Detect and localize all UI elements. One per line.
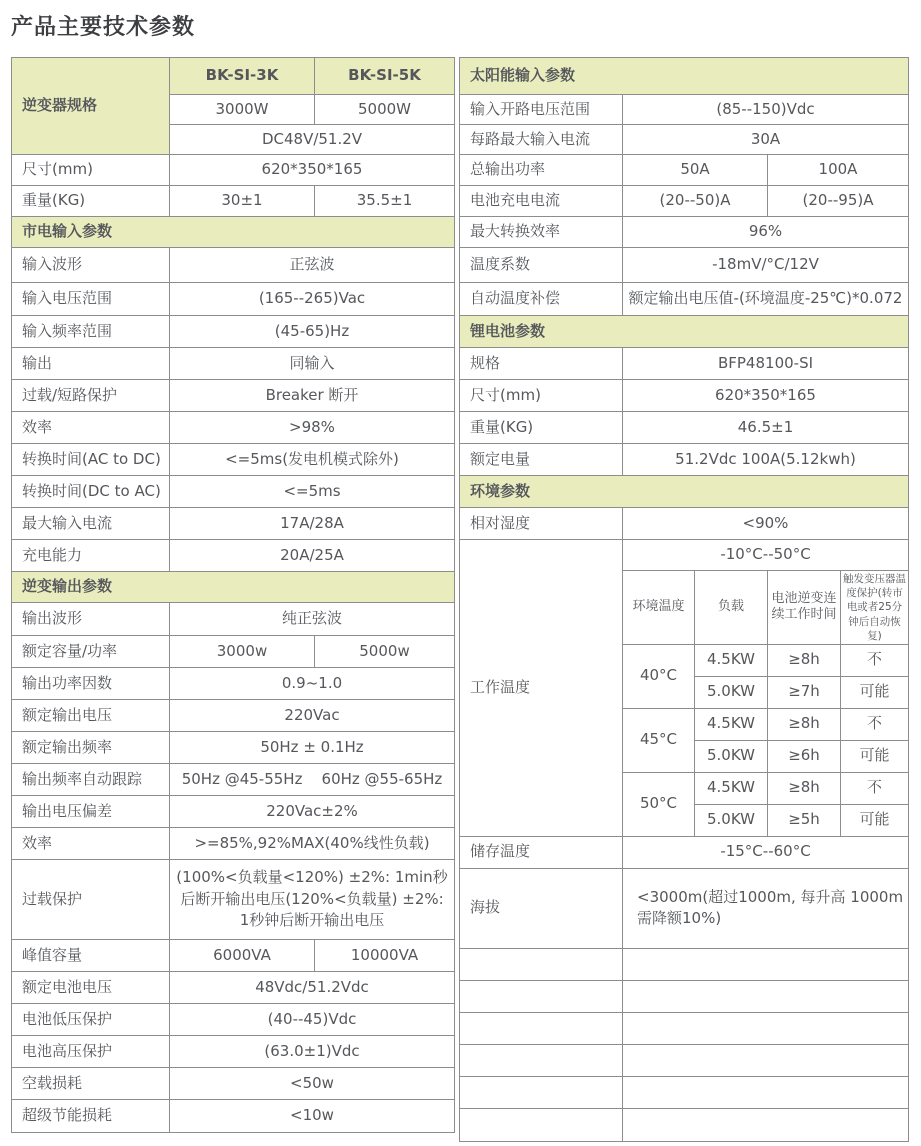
label-cell: 电池充电电流 [460,186,623,217]
table-row [12,764,455,796]
label-cell: 额定容量/功率 [12,636,170,668]
value-cell: DC48V/51.2V [170,125,455,155]
value-cell: 50A [623,155,768,186]
table-row [12,508,455,540]
value-cell: (100%<负载量<120%) ±2%: 1min秒后断开输出电压(120%<负载量) ±2%: 1秒钟后断开输出电压 [170,860,455,940]
table-row [12,412,455,444]
value-cell: 30A [623,125,909,155]
value-cell [623,1108,909,1141]
section-header-cell: 逆变输出参数 [12,572,455,603]
value-cell: -18mV/°C/12V [623,248,909,283]
table-row [12,636,455,668]
table-row [12,1004,455,1036]
value-cell: (85--150)Vdc [623,95,909,125]
table-row [12,828,455,860]
label-cell: 电池低压保护 [12,1004,170,1036]
table-row [12,700,455,732]
section-header-cell: 市电输入参数 [12,217,455,248]
label-cell: 输入波形 [12,248,170,283]
value-cell: ≥8h [768,772,841,804]
label-cell: 储存温度 [460,836,623,868]
value-cell: 纯正弦波 [170,603,455,636]
table-row [460,1012,909,1044]
value-cell [623,1012,909,1044]
value-cell: 3000w [170,636,315,668]
value-cell: 50°C [623,772,695,836]
label-cell [460,980,623,1012]
value-cell: 触发变压器温度保护(转市电或者25分钟后自动恢复) [841,571,909,645]
label-cell: 相对湿度 [460,508,623,540]
value-cell: 6000VA [170,940,315,972]
value-cell: 5.0KW [695,676,768,708]
label-cell: 效率 [12,412,170,444]
label-cell: 过载/短路保护 [12,380,170,412]
table-row [460,508,909,540]
value-cell: 可能 [841,676,909,708]
value-cell: BK-SI-5K [315,58,455,95]
table-row [12,940,455,972]
table-row [460,283,909,316]
page-title: 产品主要技术参数 [11,15,196,40]
value-cell: 不 [841,644,909,676]
label-cell: 输出频率自动跟踪 [12,764,170,796]
value-cell: 620*350*165 [170,155,455,186]
label-cell: 输入频率范围 [12,316,170,348]
value-cell: 220Vac [170,700,455,732]
table-row [12,58,455,95]
value-cell: 可能 [841,740,909,772]
table-row [12,668,455,700]
label-cell: 输出电压偏差 [12,796,170,828]
value-cell: (20--50)A [623,186,768,217]
value-cell: 220Vac±2% [170,796,455,828]
label-cell: 输出功率因数 [12,668,170,700]
value-cell: 4.5KW [695,708,768,740]
label-cell: 转换时间(DC to AC) [12,476,170,508]
label-cell: 充电能力 [12,540,170,572]
value-cell: 额定输出电压值-(环境温度-25℃)*0.072 [623,283,909,316]
value-cell [623,1044,909,1076]
value-cell: <90% [623,508,909,540]
solar-battery-env-spec-table [459,57,909,1142]
label-cell: 效率 [12,828,170,860]
value-cell: ≥8h [768,644,841,676]
value-cell: 4.5KW [695,772,768,804]
label-cell: 尺寸(mm) [460,380,623,412]
value-cell: (40--45)Vdc [170,1004,455,1036]
value-cell: 10000VA [315,940,455,972]
label-cell: 电池高压保护 [12,1036,170,1068]
label-cell: 输入开路电压范围 [460,95,623,125]
table-row [460,95,909,125]
table-row [12,1068,455,1100]
section-header-cell: 锂电池参数 [460,316,909,348]
table-row [12,283,455,316]
table-row [12,155,455,186]
label-cell: 最大转换效率 [460,217,623,248]
table-row [460,1044,909,1076]
table-row [460,948,909,980]
label-cell [460,948,623,980]
table-row [12,380,455,412]
table-row [460,155,909,186]
table-row [460,217,909,248]
value-cell: -15°C--60°C [623,836,909,868]
value-cell: 负载 [695,571,768,645]
value-cell: (165--265)Vac [170,283,455,316]
label-cell: 规格 [460,348,623,380]
value-cell: (45-65)Hz [170,316,455,348]
table-row [12,316,455,348]
value-cell: 不 [841,708,909,740]
table-row [460,444,909,476]
label-cell: 最大输入电流 [12,508,170,540]
table-row [12,186,455,217]
label-cell [460,1076,623,1108]
spec-tables-container [11,57,921,1142]
table-row [460,316,909,348]
label-cell: 自动温度补偿 [460,283,623,316]
value-cell: 35.5±1 [315,186,455,217]
value-cell: 5.0KW [695,740,768,772]
value-cell: <=5ms [170,476,455,508]
label-cell: 输出波形 [12,603,170,636]
table-row [460,476,909,508]
value-cell: 正弦波 [170,248,455,283]
label-cell [460,1044,623,1076]
value-cell: 30±1 [170,186,315,217]
table-row [12,860,455,940]
table-row [460,868,909,948]
table-row [460,248,909,283]
value-cell: 环境温度 [623,571,695,645]
value-cell: <=5ms(发电机模式除外) [170,444,455,476]
value-cell: ≥5h [768,804,841,836]
value-cell: 可能 [841,804,909,836]
label-cell: 转换时间(AC to DC) [12,444,170,476]
value-cell: 48Vdc/51.2Vdc [170,972,455,1004]
value-cell [623,1076,909,1108]
table-row [460,380,909,412]
value-cell: <50w [170,1068,455,1100]
table-row [12,572,455,603]
table-row [12,732,455,764]
value-cell: 同输入 [170,348,455,380]
value-cell: <3000m(超过1000m, 每升高 1000m需降额10%) [623,868,909,948]
value-cell: BFP48100-SI [623,348,909,380]
value-cell: >=85%,92%MAX(40%线性负载) [170,828,455,860]
value-cell: Breaker 断开 [170,380,455,412]
table-row [12,348,455,380]
value-cell: (63.0±1)Vdc [170,1036,455,1068]
value-cell: 0.9~1.0 [170,668,455,700]
label-cell: 重量(KG) [12,186,170,217]
section-header-cell: 太阳能输入参数 [460,58,909,95]
value-cell: >98% [170,412,455,444]
table-row [460,186,909,217]
label-cell [460,1108,623,1141]
value-cell: -10°C--50°C [623,540,909,571]
table-row [12,540,455,572]
table-row [12,444,455,476]
label-cell: 逆变器规格 [12,58,170,155]
table-row [460,540,909,571]
label-cell: 过载保护 [12,860,170,940]
label-cell: 每路最大输入电流 [460,125,623,155]
table-row [460,125,909,155]
value-cell: 50Hz ± 0.1Hz [170,732,455,764]
value-cell: 51.2Vdc 100A(5.12kwh) [623,444,909,476]
label-cell: 重量(KG) [460,412,623,444]
value-cell: ≥6h [768,740,841,772]
table-row [12,476,455,508]
value-cell: 电池逆变连续工作时间 [768,571,841,645]
label-cell: 尺寸(mm) [12,155,170,186]
value-cell: BK-SI-3K [170,58,315,95]
label-cell: 总输出功率 [460,155,623,186]
value-cell: 3000W [170,95,315,125]
table-row [460,58,909,95]
value-cell: 620*350*165 [623,380,909,412]
table-row [12,1100,455,1133]
label-cell: 空载损耗 [12,1068,170,1100]
table-row [12,1036,455,1068]
table-row [460,836,909,868]
value-cell: 100A [768,155,909,186]
table-row [12,217,455,248]
table-row [12,603,455,636]
value-cell: 50Hz @45-55Hz 60Hz @55-65Hz [170,764,455,796]
table-row [460,348,909,380]
section-header-cell: 环境参数 [460,476,909,508]
value-cell: 45°C [623,708,695,772]
value-cell: ≥7h [768,676,841,708]
table-row [460,1108,909,1141]
label-cell: 额定电池电压 [12,972,170,1004]
value-cell: (20--95)A [768,186,909,217]
table-row [12,248,455,283]
label-cell: 峰值容量 [12,940,170,972]
value-cell: ≥8h [768,708,841,740]
label-cell: 输入电压范围 [12,283,170,316]
value-cell: 5000W [315,95,455,125]
table-row [12,972,455,1004]
value-cell: 5000w [315,636,455,668]
table-row [460,412,909,444]
value-cell: <10w [170,1100,455,1133]
value-cell: 17A/28A [170,508,455,540]
label-cell: 超级节能损耗 [12,1100,170,1133]
table-row [460,1076,909,1108]
label-cell: 额定电量 [460,444,623,476]
table-row [12,796,455,828]
value-cell: 4.5KW [695,644,768,676]
value-cell: 20A/25A [170,540,455,572]
value-cell [623,948,909,980]
label-cell [460,1012,623,1044]
label-cell: 额定输出频率 [12,732,170,764]
inverter-spec-table [11,57,455,1133]
value-cell: 46.5±1 [623,412,909,444]
table-row [460,980,909,1012]
label-cell: 额定输出电压 [12,700,170,732]
value-cell [623,980,909,1012]
label-cell: 海拔 [460,868,623,948]
value-cell: 40°C [623,644,695,708]
label-cell: 温度系数 [460,248,623,283]
label-cell: 工作温度 [460,540,623,837]
value-cell: 96% [623,217,909,248]
value-cell: 5.0KW [695,804,768,836]
value-cell: 不 [841,772,909,804]
label-cell: 输出 [12,348,170,380]
